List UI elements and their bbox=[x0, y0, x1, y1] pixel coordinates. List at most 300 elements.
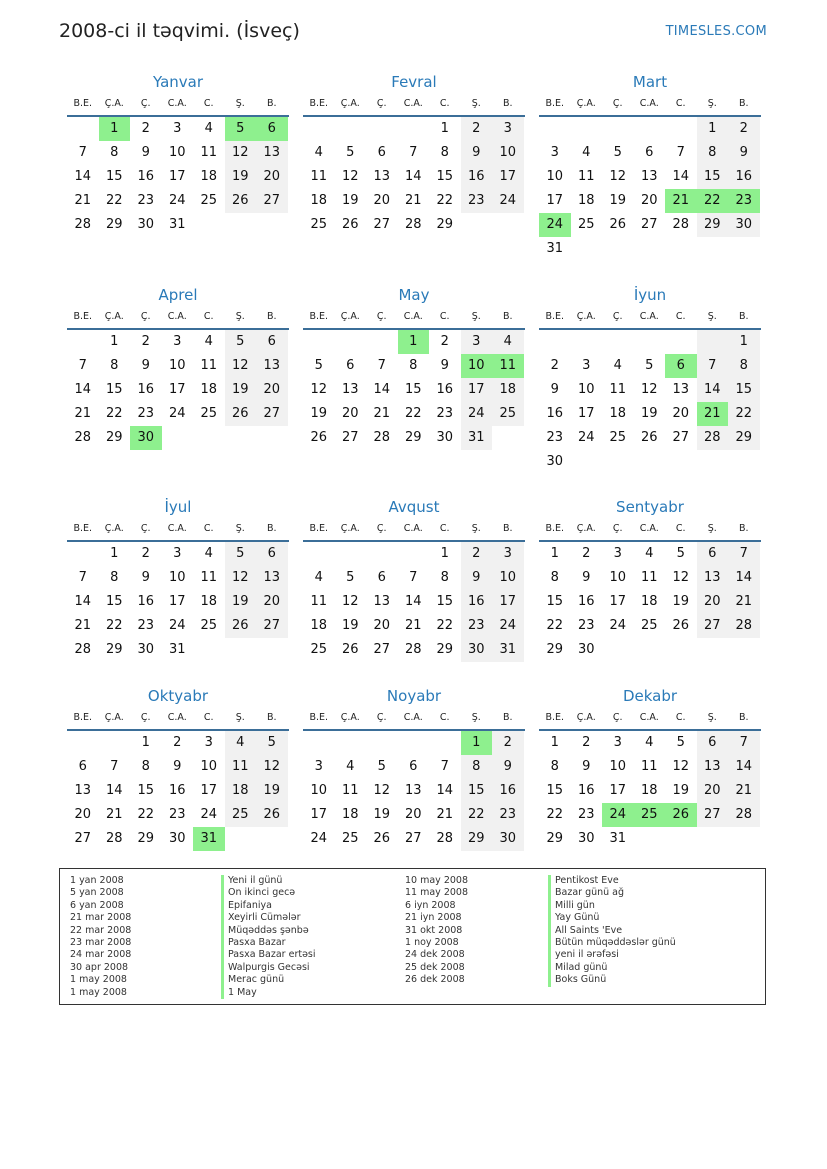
day-cell[interactable]: 13 bbox=[373, 169, 391, 184]
day-cell[interactable]: 20 bbox=[341, 406, 359, 421]
day-cell[interactable]: 1 bbox=[550, 546, 559, 561]
day-cell[interactable]: 3 bbox=[461, 330, 493, 354]
day-cell[interactable]: 29 bbox=[546, 642, 564, 657]
day-cell[interactable]: 1 bbox=[550, 735, 559, 750]
day-cell[interactable]: 21 bbox=[665, 189, 697, 213]
day-cell[interactable]: 25 bbox=[640, 618, 658, 633]
day-cell[interactable]: 28 bbox=[74, 217, 92, 232]
day-cell[interactable]: 31 bbox=[168, 217, 186, 232]
day-cell[interactable]: 28 bbox=[105, 831, 123, 846]
day-cell[interactable]: 9 bbox=[582, 759, 591, 774]
day-cell[interactable]: 11 bbox=[577, 169, 595, 184]
day-cell[interactable]: 9 bbox=[461, 141, 493, 165]
day-cell[interactable]: 16 bbox=[461, 590, 493, 614]
day-cell[interactable]: 18 bbox=[225, 779, 257, 803]
day-cell[interactable]: 7 bbox=[110, 759, 119, 774]
day-cell[interactable]: 31 bbox=[609, 831, 627, 846]
day-cell[interactable]: 15 bbox=[436, 594, 454, 609]
day-cell[interactable]: 12 bbox=[225, 566, 257, 590]
day-cell[interactable]: 7 bbox=[78, 358, 87, 373]
day-cell[interactable]: 4 bbox=[645, 546, 654, 561]
day-cell[interactable]: 16 bbox=[436, 382, 454, 397]
site-link[interactable]: TIMESLES.COM bbox=[665, 24, 767, 39]
day-cell[interactable]: 11 bbox=[225, 755, 257, 779]
day-cell[interactable]: 22 bbox=[404, 406, 422, 421]
day-cell[interactable]: 22 bbox=[728, 402, 760, 426]
day-cell[interactable]: 24 bbox=[310, 831, 328, 846]
day-cell[interactable]: 8 bbox=[440, 570, 449, 585]
day-cell[interactable]: 5 bbox=[225, 117, 257, 141]
day-cell[interactable]: 19 bbox=[225, 165, 257, 189]
day-cell[interactable]: 3 bbox=[582, 358, 591, 373]
day-cell[interactable]: 21 bbox=[105, 807, 123, 822]
day-cell[interactable]: 26 bbox=[640, 430, 658, 445]
day-cell[interactable]: 18 bbox=[341, 807, 359, 822]
day-cell[interactable]: 5 bbox=[613, 145, 622, 160]
day-cell[interactable]: 11 bbox=[200, 145, 218, 160]
day-cell[interactable]: 20 bbox=[74, 807, 92, 822]
day-cell[interactable]: 3 bbox=[492, 117, 524, 141]
day-cell[interactable]: 12 bbox=[225, 354, 257, 378]
day-cell[interactable]: 31 bbox=[492, 638, 524, 662]
day-cell[interactable]: 15 bbox=[404, 382, 422, 397]
day-cell[interactable]: 15 bbox=[137, 783, 155, 798]
day-cell[interactable]: 2 bbox=[492, 731, 524, 755]
day-cell[interactable]: 4 bbox=[582, 145, 591, 160]
day-cell[interactable]: 20 bbox=[697, 590, 729, 614]
day-cell[interactable]: 17 bbox=[609, 783, 627, 798]
day-cell[interactable]: 24 bbox=[539, 213, 571, 237]
day-cell[interactable]: 23 bbox=[728, 189, 760, 213]
day-cell[interactable]: 12 bbox=[373, 783, 391, 798]
day-cell[interactable]: 18 bbox=[640, 783, 658, 798]
day-cell[interactable]: 2 bbox=[582, 735, 591, 750]
day-cell[interactable]: 5 bbox=[676, 735, 685, 750]
day-cell[interactable]: 2 bbox=[440, 334, 449, 349]
day-cell[interactable]: 23 bbox=[137, 193, 155, 208]
day-cell[interactable]: 29 bbox=[461, 827, 493, 851]
day-cell[interactable]: 5 bbox=[346, 145, 355, 160]
day-cell[interactable]: 16 bbox=[137, 594, 155, 609]
day-cell[interactable]: 4 bbox=[314, 570, 323, 585]
day-cell[interactable]: 30 bbox=[168, 831, 186, 846]
day-cell[interactable]: 31 bbox=[546, 241, 564, 256]
day-cell[interactable]: 12 bbox=[256, 755, 288, 779]
day-cell[interactable]: 17 bbox=[310, 807, 328, 822]
day-cell[interactable]: 21 bbox=[728, 779, 760, 803]
day-cell[interactable]: 26 bbox=[665, 803, 697, 827]
day-cell[interactable]: 3 bbox=[314, 759, 323, 774]
day-cell[interactable]: 25 bbox=[341, 831, 359, 846]
day-cell[interactable]: 14 bbox=[404, 594, 422, 609]
day-cell[interactable]: 15 bbox=[105, 382, 123, 397]
day-cell[interactable]: 23 bbox=[137, 618, 155, 633]
day-cell[interactable]: 6 bbox=[697, 731, 729, 755]
day-cell[interactable]: 8 bbox=[461, 755, 493, 779]
day-cell[interactable]: 1 bbox=[141, 735, 150, 750]
day-cell[interactable]: 17 bbox=[546, 193, 564, 208]
day-cell[interactable]: 8 bbox=[110, 570, 119, 585]
day-cell[interactable]: 27 bbox=[256, 189, 288, 213]
day-cell[interactable]: 13 bbox=[404, 783, 422, 798]
day-cell[interactable]: 19 bbox=[672, 594, 690, 609]
day-cell[interactable]: 23 bbox=[137, 406, 155, 421]
day-cell[interactable]: 23 bbox=[436, 406, 454, 421]
day-cell[interactable]: 1 bbox=[697, 117, 729, 141]
day-cell[interactable]: 27 bbox=[373, 217, 391, 232]
day-cell[interactable]: 30 bbox=[577, 642, 595, 657]
day-cell[interactable]: 29 bbox=[404, 430, 422, 445]
day-cell[interactable]: 15 bbox=[436, 169, 454, 184]
day-cell[interactable]: 20 bbox=[404, 807, 422, 822]
day-cell[interactable]: 22 bbox=[546, 807, 564, 822]
day-cell[interactable]: 31 bbox=[168, 642, 186, 657]
day-cell[interactable]: 19 bbox=[341, 193, 359, 208]
day-cell[interactable]: 24 bbox=[492, 189, 524, 213]
day-cell[interactable]: 19 bbox=[256, 779, 288, 803]
day-cell[interactable]: 26 bbox=[373, 831, 391, 846]
day-cell[interactable]: 24 bbox=[168, 193, 186, 208]
day-cell[interactable]: 24 bbox=[200, 807, 218, 822]
day-cell[interactable]: 21 bbox=[436, 807, 454, 822]
day-cell[interactable]: 7 bbox=[676, 145, 685, 160]
day-cell[interactable]: 10 bbox=[168, 358, 186, 373]
day-cell[interactable]: 10 bbox=[200, 759, 218, 774]
day-cell[interactable]: 31 bbox=[461, 426, 493, 450]
day-cell[interactable]: 30 bbox=[436, 430, 454, 445]
day-cell[interactable]: 17 bbox=[609, 594, 627, 609]
day-cell[interactable]: 26 bbox=[225, 614, 257, 638]
day-cell[interactable]: 29 bbox=[436, 642, 454, 657]
day-cell[interactable]: 15 bbox=[728, 378, 760, 402]
day-cell[interactable]: 17 bbox=[168, 382, 186, 397]
day-cell[interactable]: 2 bbox=[141, 546, 150, 561]
day-cell[interactable]: 10 bbox=[168, 570, 186, 585]
day-cell[interactable]: 28 bbox=[404, 217, 422, 232]
day-cell[interactable]: 16 bbox=[137, 169, 155, 184]
day-cell[interactable]: 5 bbox=[676, 546, 685, 561]
day-cell[interactable]: 30 bbox=[137, 217, 155, 232]
day-cell[interactable]: 7 bbox=[409, 145, 418, 160]
day-cell[interactable]: 4 bbox=[314, 145, 323, 160]
day-cell[interactable]: 10 bbox=[492, 566, 524, 590]
day-cell[interactable]: 11 bbox=[310, 169, 328, 184]
day-cell[interactable]: 19 bbox=[310, 406, 328, 421]
day-cell[interactable]: 7 bbox=[728, 542, 760, 566]
day-cell[interactable]: 16 bbox=[728, 165, 760, 189]
day-cell[interactable]: 29 bbox=[105, 642, 123, 657]
day-cell[interactable]: 13 bbox=[373, 594, 391, 609]
day-cell[interactable]: 3 bbox=[173, 546, 182, 561]
day-cell[interactable]: 21 bbox=[404, 193, 422, 208]
day-cell[interactable]: 27 bbox=[256, 402, 288, 426]
day-cell[interactable]: 29 bbox=[105, 217, 123, 232]
day-cell[interactable]: 3 bbox=[204, 735, 213, 750]
day-cell[interactable]: 18 bbox=[609, 406, 627, 421]
day-cell[interactable]: 17 bbox=[492, 590, 524, 614]
day-cell[interactable]: 8 bbox=[550, 570, 559, 585]
day-cell[interactable]: 7 bbox=[78, 570, 87, 585]
day-cell[interactable]: 21 bbox=[74, 618, 92, 633]
day-cell[interactable]: 10 bbox=[577, 382, 595, 397]
day-cell[interactable]: 1 bbox=[398, 330, 430, 354]
day-cell[interactable]: 8 bbox=[697, 141, 729, 165]
day-cell[interactable]: 5 bbox=[314, 358, 323, 373]
day-cell[interactable]: 30 bbox=[137, 642, 155, 657]
day-cell[interactable]: 22 bbox=[436, 193, 454, 208]
day-cell[interactable]: 14 bbox=[74, 594, 92, 609]
day-cell[interactable]: 22 bbox=[137, 807, 155, 822]
day-cell[interactable]: 15 bbox=[697, 165, 729, 189]
day-cell[interactable]: 6 bbox=[377, 145, 386, 160]
day-cell[interactable]: 19 bbox=[640, 406, 658, 421]
day-cell[interactable]: 1 bbox=[110, 334, 119, 349]
day-cell[interactable]: 27 bbox=[697, 803, 729, 827]
day-cell[interactable]: 27 bbox=[672, 430, 690, 445]
day-cell[interactable]: 12 bbox=[640, 382, 658, 397]
day-cell[interactable]: 23 bbox=[168, 807, 186, 822]
day-cell[interactable]: 6 bbox=[665, 354, 697, 378]
day-cell[interactable]: 21 bbox=[404, 618, 422, 633]
day-cell[interactable]: 25 bbox=[310, 642, 328, 657]
day-cell[interactable]: 8 bbox=[728, 354, 760, 378]
day-cell[interactable]: 10 bbox=[609, 759, 627, 774]
day-cell[interactable]: 17 bbox=[168, 594, 186, 609]
day-cell[interactable]: 7 bbox=[409, 570, 418, 585]
day-cell[interactable]: 12 bbox=[225, 141, 257, 165]
day-cell[interactable]: 15 bbox=[105, 169, 123, 184]
day-cell[interactable]: 14 bbox=[728, 755, 760, 779]
day-cell[interactable]: 27 bbox=[640, 217, 658, 232]
day-cell[interactable]: 20 bbox=[256, 378, 288, 402]
day-cell[interactable]: 3 bbox=[492, 542, 524, 566]
day-cell[interactable]: 9 bbox=[141, 570, 150, 585]
day-cell[interactable]: 27 bbox=[341, 430, 359, 445]
day-cell[interactable]: 17 bbox=[461, 378, 493, 402]
day-cell[interactable]: 27 bbox=[697, 614, 729, 638]
day-cell[interactable]: 30 bbox=[130, 426, 162, 450]
day-cell[interactable]: 2 bbox=[461, 117, 493, 141]
day-cell[interactable]: 7 bbox=[697, 354, 729, 378]
day-cell[interactable]: 2 bbox=[461, 542, 493, 566]
day-cell[interactable]: 25 bbox=[310, 217, 328, 232]
day-cell[interactable]: 10 bbox=[461, 354, 493, 378]
day-cell[interactable]: 23 bbox=[492, 803, 524, 827]
day-cell[interactable]: 18 bbox=[310, 618, 328, 633]
day-cell[interactable]: 18 bbox=[577, 193, 595, 208]
day-cell[interactable]: 9 bbox=[141, 145, 150, 160]
day-cell[interactable]: 8 bbox=[440, 145, 449, 160]
day-cell[interactable]: 10 bbox=[168, 145, 186, 160]
day-cell[interactable]: 4 bbox=[613, 358, 622, 373]
day-cell[interactable]: 6 bbox=[256, 117, 288, 141]
day-cell[interactable]: 6 bbox=[409, 759, 418, 774]
day-cell[interactable]: 29 bbox=[137, 831, 155, 846]
day-cell[interactable]: 17 bbox=[577, 406, 595, 421]
day-cell[interactable]: 5 bbox=[377, 759, 386, 774]
day-cell[interactable]: 26 bbox=[310, 430, 328, 445]
day-cell[interactable]: 3 bbox=[173, 334, 182, 349]
day-cell[interactable]: 22 bbox=[105, 618, 123, 633]
day-cell[interactable]: 19 bbox=[225, 590, 257, 614]
day-cell[interactable]: 23 bbox=[577, 807, 595, 822]
day-cell[interactable]: 4 bbox=[346, 759, 355, 774]
day-cell[interactable]: 28 bbox=[74, 430, 92, 445]
day-cell[interactable]: 27 bbox=[404, 831, 422, 846]
day-cell[interactable]: 29 bbox=[697, 213, 729, 237]
day-cell[interactable]: 16 bbox=[137, 382, 155, 397]
day-cell[interactable]: 17 bbox=[168, 169, 186, 184]
day-cell[interactable]: 5 bbox=[256, 731, 288, 755]
day-cell[interactable]: 22 bbox=[461, 803, 493, 827]
day-cell[interactable]: 28 bbox=[404, 642, 422, 657]
day-cell[interactable]: 14 bbox=[105, 783, 123, 798]
day-cell[interactable]: 29 bbox=[436, 217, 454, 232]
day-cell[interactable]: 14 bbox=[373, 382, 391, 397]
day-cell[interactable]: 26 bbox=[256, 803, 288, 827]
day-cell[interactable]: 25 bbox=[200, 618, 218, 633]
day-cell[interactable]: 21 bbox=[697, 402, 729, 426]
day-cell[interactable]: 9 bbox=[550, 382, 559, 397]
day-cell[interactable]: 4 bbox=[645, 735, 654, 750]
day-cell[interactable]: 24 bbox=[168, 618, 186, 633]
day-cell[interactable]: 2 bbox=[173, 735, 182, 750]
day-cell[interactable]: 11 bbox=[341, 783, 359, 798]
day-cell[interactable]: 31 bbox=[193, 827, 225, 851]
day-cell[interactable]: 16 bbox=[577, 783, 595, 798]
day-cell[interactable]: 28 bbox=[74, 642, 92, 657]
day-cell[interactable]: 11 bbox=[310, 594, 328, 609]
day-cell[interactable]: 4 bbox=[204, 121, 213, 136]
day-cell[interactable]: 17 bbox=[492, 165, 524, 189]
day-cell[interactable]: 13 bbox=[697, 755, 729, 779]
day-cell[interactable]: 19 bbox=[672, 783, 690, 798]
day-cell[interactable]: 13 bbox=[74, 783, 92, 798]
day-cell[interactable]: 11 bbox=[609, 382, 627, 397]
day-cell[interactable]: 23 bbox=[461, 189, 493, 213]
day-cell[interactable]: 30 bbox=[728, 213, 760, 237]
day-cell[interactable]: 20 bbox=[256, 165, 288, 189]
day-cell[interactable]: 11 bbox=[640, 759, 658, 774]
day-cell[interactable]: 4 bbox=[204, 334, 213, 349]
day-cell[interactable]: 4 bbox=[225, 731, 257, 755]
day-cell[interactable]: 13 bbox=[672, 382, 690, 397]
day-cell[interactable]: 13 bbox=[256, 141, 288, 165]
day-cell[interactable]: 22 bbox=[546, 618, 564, 633]
day-cell[interactable]: 26 bbox=[225, 189, 257, 213]
day-cell[interactable]: 4 bbox=[204, 546, 213, 561]
day-cell[interactable]: 2 bbox=[141, 121, 150, 136]
day-cell[interactable]: 2 bbox=[550, 358, 559, 373]
day-cell[interactable]: 27 bbox=[373, 642, 391, 657]
day-cell[interactable]: 14 bbox=[74, 382, 92, 397]
day-cell[interactable]: 22 bbox=[436, 618, 454, 633]
day-cell[interactable]: 19 bbox=[373, 807, 391, 822]
day-cell[interactable]: 15 bbox=[546, 783, 564, 798]
day-cell[interactable]: 26 bbox=[225, 402, 257, 426]
day-cell[interactable]: 14 bbox=[74, 169, 92, 184]
day-cell[interactable]: 8 bbox=[110, 145, 119, 160]
day-cell[interactable]: 16 bbox=[168, 783, 186, 798]
day-cell[interactable]: 9 bbox=[440, 358, 449, 373]
day-cell[interactable]: 17 bbox=[200, 783, 218, 798]
day-cell[interactable]: 23 bbox=[546, 430, 564, 445]
day-cell[interactable]: 7 bbox=[78, 145, 87, 160]
day-cell[interactable]: 24 bbox=[577, 430, 595, 445]
day-cell[interactable]: 10 bbox=[546, 169, 564, 184]
day-cell[interactable]: 26 bbox=[672, 618, 690, 633]
day-cell[interactable]: 27 bbox=[74, 831, 92, 846]
day-cell[interactable]: 26 bbox=[609, 217, 627, 232]
day-cell[interactable]: 12 bbox=[672, 759, 690, 774]
day-cell[interactable]: 14 bbox=[697, 378, 729, 402]
day-cell[interactable]: 24 bbox=[492, 614, 524, 638]
day-cell[interactable]: 6 bbox=[346, 358, 355, 373]
day-cell[interactable]: 3 bbox=[613, 546, 622, 561]
day-cell[interactable]: 30 bbox=[546, 454, 564, 469]
day-cell[interactable]: 2 bbox=[728, 117, 760, 141]
day-cell[interactable]: 25 bbox=[225, 803, 257, 827]
day-cell[interactable]: 15 bbox=[105, 594, 123, 609]
day-cell[interactable]: 25 bbox=[200, 406, 218, 421]
day-cell[interactable]: 3 bbox=[173, 121, 182, 136]
day-cell[interactable]: 10 bbox=[310, 783, 328, 798]
day-cell[interactable]: 6 bbox=[78, 759, 87, 774]
day-cell[interactable]: 5 bbox=[225, 330, 257, 354]
day-cell[interactable]: 24 bbox=[168, 406, 186, 421]
day-cell[interactable]: 1 bbox=[99, 117, 131, 141]
day-cell[interactable]: 20 bbox=[697, 779, 729, 803]
day-cell[interactable]: 22 bbox=[697, 189, 729, 213]
day-cell[interactable]: 14 bbox=[672, 169, 690, 184]
day-cell[interactable]: 16 bbox=[461, 165, 493, 189]
day-cell[interactable]: 12 bbox=[609, 169, 627, 184]
day-cell[interactable]: 1 bbox=[110, 546, 119, 561]
day-cell[interactable]: 12 bbox=[341, 594, 359, 609]
day-cell[interactable]: 12 bbox=[310, 382, 328, 397]
day-cell[interactable]: 28 bbox=[436, 831, 454, 846]
day-cell[interactable]: 23 bbox=[461, 614, 493, 638]
day-cell[interactable]: 24 bbox=[461, 402, 493, 426]
day-cell[interactable]: 11 bbox=[492, 354, 524, 378]
day-cell[interactable]: 25 bbox=[492, 402, 524, 426]
day-cell[interactable]: 9 bbox=[582, 570, 591, 585]
day-cell[interactable]: 13 bbox=[640, 169, 658, 184]
day-cell[interactable]: 21 bbox=[74, 406, 92, 421]
day-cell[interactable]: 19 bbox=[341, 618, 359, 633]
day-cell[interactable]: 6 bbox=[377, 570, 386, 585]
day-cell[interactable]: 18 bbox=[640, 594, 658, 609]
day-cell[interactable]: 30 bbox=[492, 827, 524, 851]
day-cell[interactable]: 28 bbox=[728, 614, 760, 638]
day-cell[interactable]: 22 bbox=[105, 193, 123, 208]
day-cell[interactable]: 18 bbox=[310, 193, 328, 208]
day-cell[interactable]: 6 bbox=[256, 542, 288, 566]
day-cell[interactable]: 20 bbox=[256, 590, 288, 614]
day-cell[interactable]: 28 bbox=[697, 426, 729, 450]
day-cell[interactable]: 28 bbox=[672, 217, 690, 232]
day-cell[interactable]: 2 bbox=[582, 546, 591, 561]
day-cell[interactable]: 4 bbox=[492, 330, 524, 354]
day-cell[interactable]: 22 bbox=[105, 406, 123, 421]
day-cell[interactable]: 25 bbox=[609, 430, 627, 445]
day-cell[interactable]: 9 bbox=[492, 755, 524, 779]
day-cell[interactable]: 1 bbox=[461, 731, 493, 755]
day-cell[interactable]: 30 bbox=[461, 638, 493, 662]
day-cell[interactable]: 13 bbox=[697, 566, 729, 590]
day-cell[interactable]: 16 bbox=[577, 594, 595, 609]
day-cell[interactable]: 25 bbox=[634, 803, 666, 827]
